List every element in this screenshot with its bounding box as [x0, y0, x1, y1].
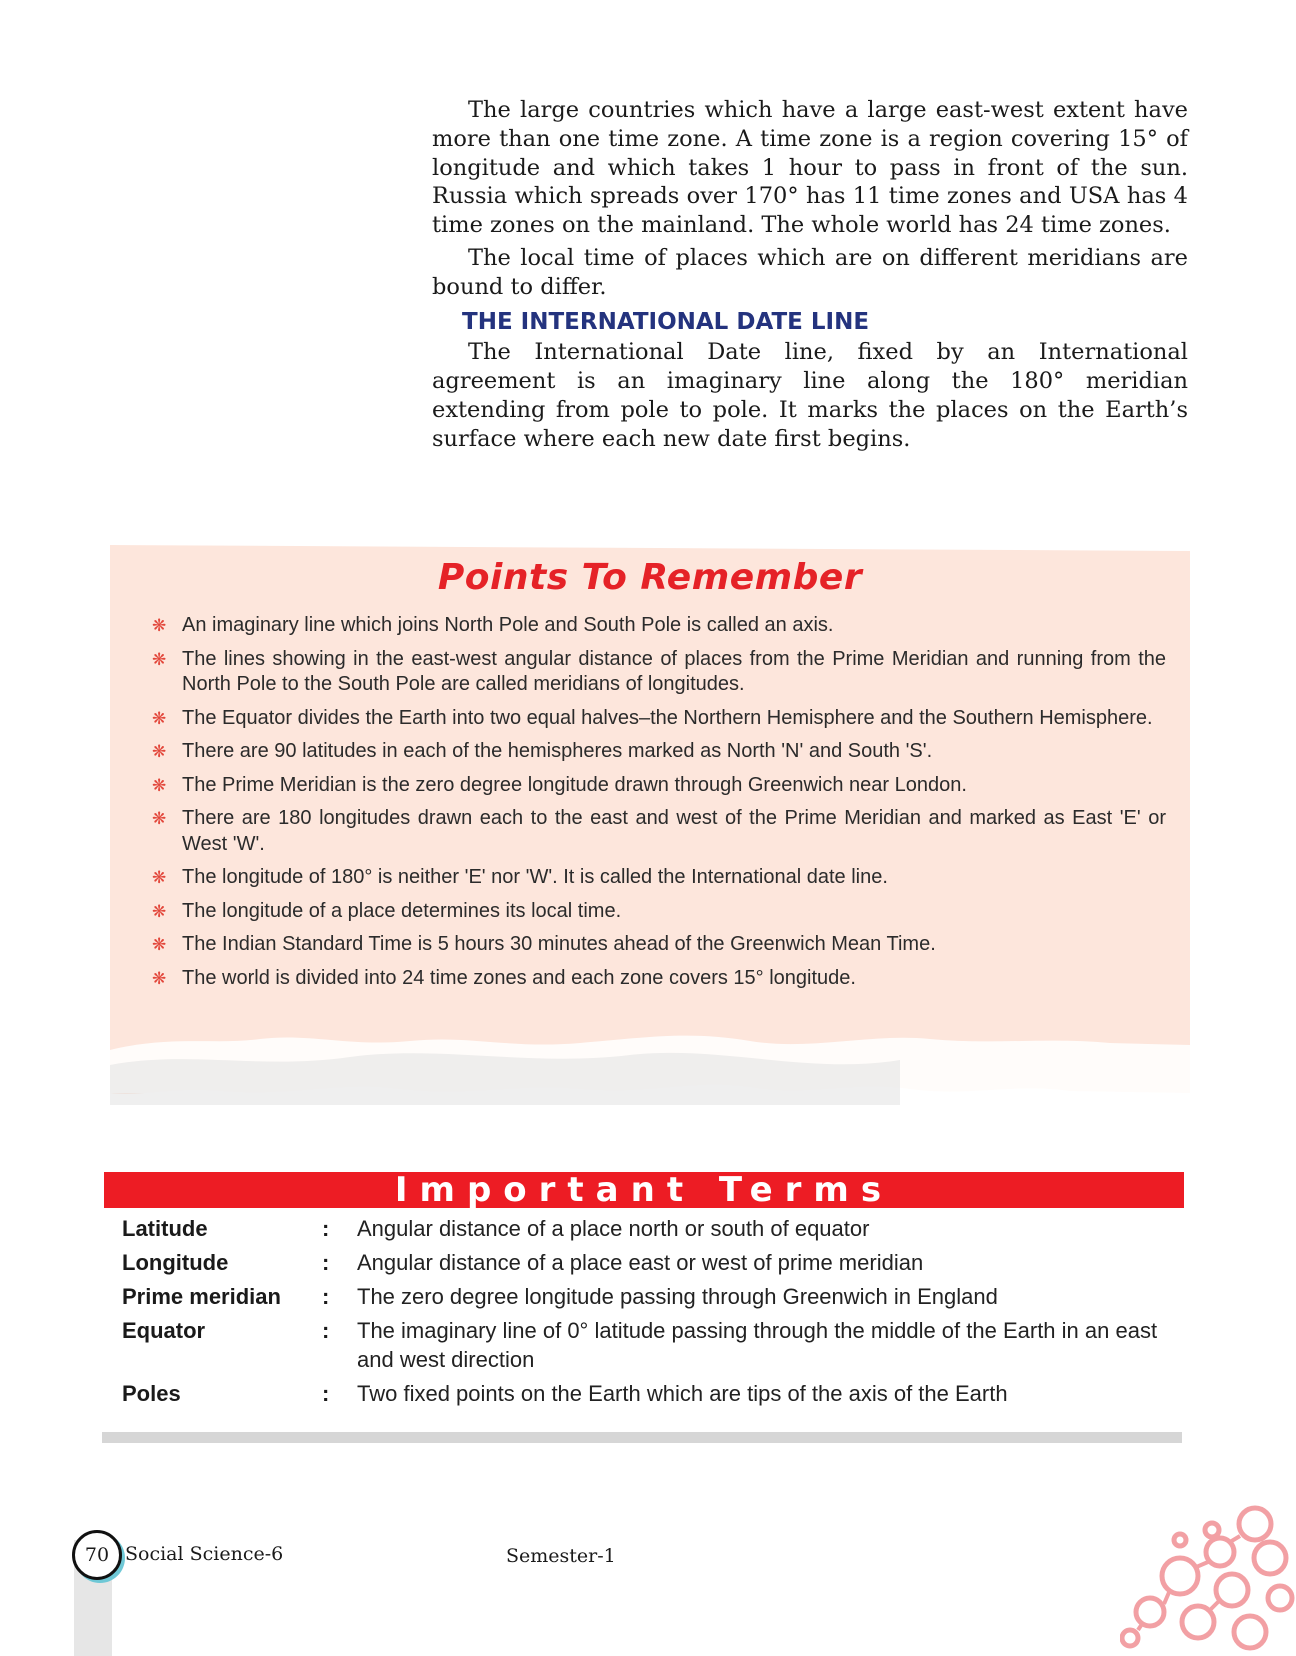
asterisk-flower-icon: ❋ — [152, 742, 167, 761]
list-item: ❋ The Indian Standard Time is 5 hours 30 minutes ahead of the Greenwich Mean Time. — [152, 933, 936, 955]
term-colon: : — [322, 1284, 330, 1309]
book-title: Social Science-6 — [125, 1543, 284, 1565]
term-name: Prime meridian — [122, 1284, 281, 1309]
list-item: ❋ There are 180 longitudes drawn each to the east and west of the Prime Meridian and marked as East 'E' or West 'W'. — [152, 807, 1166, 855]
term-row-poles — [104, 1379, 1184, 1408]
term-name: Equator — [122, 1318, 206, 1343]
term-definition: The zero degree longitude passing through Greenwich in England — [357, 1284, 998, 1309]
term-colon: : — [322, 1318, 330, 1343]
term-row-equator — [104, 1316, 1184, 1374]
semester-label: Semester-1 — [506, 1545, 616, 1567]
asterisk-flower-icon: ❋ — [152, 775, 167, 795]
term-definition: Two fixed points on the Earth which are tips of the axis of the Earth — [357, 1381, 1008, 1406]
term-definition: The imaginary line of 0° latitude passing through the middle of the Earth in an east and west direction — [357, 1318, 1158, 1372]
asterisk-flower-icon: ❋ — [152, 935, 167, 954]
body-text — [432, 96, 1188, 458]
asterisk-flower-icon: ❋ — [152, 901, 167, 921]
list-item: ❋ The longitude of 180° is neither 'E' nor 'W'. It is called the International date line. — [152, 866, 888, 888]
list-item: ❋ The lines showing in the east-west angular distance of places from the Prime Meridian and running from the North Pole to the South Pole are called meridians of longitudes. — [152, 647, 1166, 695]
term-row-latitude — [104, 1214, 1184, 1243]
list-item: ❋ The longitude of a place determines its local time. — [152, 899, 622, 922]
list-item: ❋ The Equator divides the Earth into two equal halves–the Northern Hemisphere and the Southern Hemisphere. — [152, 706, 1153, 729]
asterisk-flower-icon: ❋ — [152, 868, 167, 887]
term-colon: : — [322, 1216, 330, 1241]
list-item: ❋ The world is divided into 24 time zones and each zone covers 15° longitude. — [152, 966, 856, 989]
asterisk-flower-icon: ❋ — [152, 616, 167, 635]
term-colon: : — [322, 1250, 330, 1275]
section-heading-date-line: THE INTERNATIONAL DATE LINE — [462, 308, 870, 335]
term-name: Poles — [122, 1381, 181, 1406]
asterisk-flower-icon: ❋ — [152, 809, 167, 828]
terms-divider — [102, 1432, 1182, 1443]
list-item: ❋ An imaginary line which joins North Pole and South Pole is called an axis. — [152, 614, 834, 636]
points-to-remember-panel — [110, 545, 1190, 1105]
term-row-prime-meridian — [104, 1282, 1184, 1311]
term-name: Latitude — [122, 1216, 208, 1241]
points-to-remember-title: Points To Remember — [437, 557, 863, 598]
important-terms-table — [104, 1214, 1184, 1413]
bubbles-decoration-icon — [1120, 1500, 1296, 1656]
term-colon: : — [322, 1381, 330, 1406]
term-name: Longitude — [122, 1250, 229, 1275]
list-item: ❋ The Prime Meridian is the zero degree longitude drawn through Greenwich near London. — [152, 773, 967, 796]
paragraph-date-line: The International Date line, fixed by an International agreement is an imaginary line along the 180° meridian extending from pole to pole. It marks the places on the Earth’s surface where each new date first begins. — [432, 339, 1188, 452]
term-definition: Angular distance of a place north or south of equator — [357, 1216, 870, 1241]
page-number: 70 — [72, 1530, 122, 1580]
asterisk-flower-icon: ❋ — [152, 968, 167, 988]
points-list — [152, 613, 1166, 999]
paragraph-local-time: The local time of places which are on different meridians are bound to differ. — [432, 244, 1188, 300]
asterisk-flower-icon: ❋ — [152, 649, 167, 669]
asterisk-flower-icon: ❋ — [152, 708, 167, 728]
paragraph-time-zones: The large countries which have a large east-west extent have more than one time zone. A time zone is a region covering 15° of longitude and which takes 1 hour to pass in front of the sun. Russia which spreads over 170° has 11 time zones and USA has 4 time zones on the mainland. The whole world has 24 time zones. — [432, 97, 1188, 239]
important-terms-title: Important Terms — [104, 1172, 1184, 1208]
term-definition: Angular distance of a place east or west of prime meridian — [357, 1250, 924, 1275]
list-item: ❋ There are 90 latitudes in each of the hemispheres marked as North 'N' and South 'S'. — [152, 740, 933, 762]
term-row-longitude — [104, 1248, 1184, 1277]
